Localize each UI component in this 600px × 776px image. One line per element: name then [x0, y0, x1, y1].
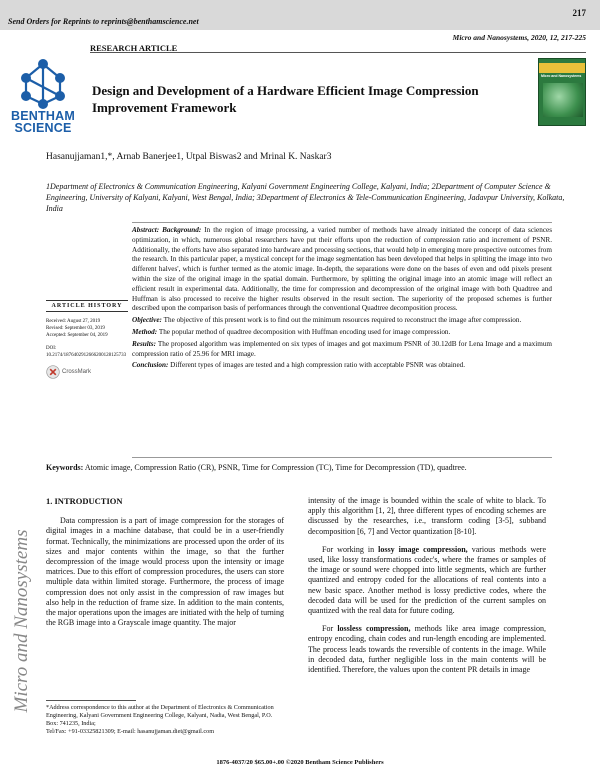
- side-journal-title: [8, 482, 32, 762]
- crossmark-badge[interactable]: [46, 365, 128, 379]
- abstract-bottom-rule: [132, 457, 552, 458]
- doi-link[interactable]: 10.2174/1876402912666200128125733: [46, 353, 127, 358]
- keywords: [46, 463, 554, 474]
- intro-paragraph-1: Data compression is a part of image compression for the storages of digital images in a machine database, that could be in a user-friendly format. Technically, the minimizations are processed upon the order of its sizes and major contents within the image, so that the further decompression of the image would process upon the intensity or image matrices. Due to this effort of compression procedures, the users can store multiple data within limited storage. Furthermore, the process of image compression does not only assist in the compression of raw images but also help in the reduction of frame size. In addition to the main contents, the major operations upon the images are initiated with the help of turning the RGB image into a Grayscale image quantity. The major: [46, 516, 284, 628]
- issn-footer: 1876-4037/20 $65.00+.00 ©2020 Bentham Science Publishers: [216, 759, 384, 766]
- abstract-top-rule: [132, 222, 552, 223]
- left-column: [46, 496, 284, 636]
- crossmark-icon: [46, 365, 60, 379]
- side-journal-title-text: Micro and Nanosystems: [11, 529, 32, 713]
- publisher-logo: [8, 56, 78, 136]
- received-date: Received: August 27, 2019: [46, 319, 101, 324]
- accepted-date: Accepted: September 04, 2019: [46, 333, 108, 338]
- abstract-method: Method: The popular method of quadtree decomposition with Huffman encoding used for image compression.: [132, 327, 451, 336]
- intro-paragraph-2: intensity of the image is bounded within the scale of white to black. To apply this algorithm [1, 2], three different types of encoding schemes are discussed by the researches, i.e., transform coding [3-5], subband decomposition [6, 7] and Vector quantization [8-10].: [308, 496, 546, 536]
- abstract-background: Abstract: Background: In the region of image processing, a varied number of methods have already initiated the concept of data sciences optimization, in which, numerous global researchers have put their efforts upon the reduction of compression ratio and increment of PSNR. Additionally, the efforts have also separated into hardware and processing sections, that would help in emerging more prospective outcomes from the research. In this particular paper, a mystical concept for the image segmentation has been developed that helps in splitting the image into two different halves', which is further termed as the atomic image. In-depth, the separations were done on the bases of even and odd pixels present within the size of the original image in the spatial domain. Furthermore, by splitting the original image into an atomic image will reflect an efficient result in experimental data. Additionally, the time for compression and decompression of the original image with both Quadtree and Huffman is also processed to receive the higher results observed in the result section. The superiority of the proposed schemes is further described upon the comparison basis of performances through the conventional Quadtree decomposition process.: [132, 226, 553, 313]
- section-label: RESEARCH ARTICLE: [90, 43, 178, 53]
- cover-band: [539, 63, 585, 73]
- footnote-rule: [46, 700, 136, 701]
- author-list: Hasanujjaman1,*, Arnab Banerjee1, Utpal Biswas2 and Mrinal K. Naskar3: [46, 152, 332, 162]
- intro-paragraph-3: For working in lossy image compression, various methods were used, like lossy transformations codec's, where the frames or samples of the image or sound were chopped into little segments, which are further quantized and entropy coded for the allocations of real contents into a new basic space. Another method is lossy predictive codes, where the decoded data will be used for the prediction of the current samples on quantized with the real data for future coding.: [308, 544, 547, 616]
- doi-label: DOI:: [46, 346, 57, 351]
- footnote-address: *Address correspondence to this author at the Department of Electronics & Communication Engineering, Kalyani Government Engineering College, Kalyani, Nadia, West Bengal, P.O. Box: 741235, India;: [46, 704, 274, 727]
- journal-reference: [453, 33, 586, 42]
- keywords-text: Atomic image, Compression Ratio (CR), PSNR, Time for Compression (TC), Time for Decompression (TD), quadtree.: [84, 463, 467, 472]
- crossmark-label: CrossMark: [62, 369, 92, 375]
- article-history-heading: ARTICLE HISTORY: [46, 300, 128, 312]
- footnote-contact: Tel/Fax: +91-03325821309; E-mail: hasanujjaman.diet@gmail.com: [46, 728, 215, 735]
- journal-cover: [538, 58, 586, 126]
- right-column: [308, 496, 546, 683]
- article-title: Design and Development of a Hardware Efficient Image Compression Improvement Framework: [92, 83, 479, 115]
- page-number: 217: [572, 8, 586, 18]
- keywords-label: Keywords:: [46, 463, 84, 472]
- cover-image: [543, 83, 583, 117]
- journal-name: Micro and Nanosystems,: [452, 33, 530, 42]
- revised-date: Revised: September 03, 2019: [46, 326, 105, 331]
- abstract: [132, 226, 552, 373]
- reprints-notice: Send Orders for Reprints to reprints@benthamscience.net: [8, 17, 199, 26]
- journal-volume: 12,: [549, 33, 560, 42]
- journal-pages: 217-225: [561, 33, 586, 42]
- header-rule: [90, 52, 586, 53]
- intro-heading: 1. INTRODUCTION: [46, 496, 123, 506]
- correspondence-footnote: [46, 704, 284, 736]
- article-history: [46, 300, 128, 379]
- intro-paragraph-4: For lossless compression, methods like area image compression, entropy encoding, chain codes and run-length encoding are implemented. The process leads towards the reversible of contents in the image. While in decoded data, further negligible loss in the main contents will be identified. Therefore, the values upon the content PR details in image: [308, 624, 546, 675]
- cover-label: Micro and Nanosystems: [541, 74, 582, 78]
- abstract-objective: Objective: The objective of this present work is to find out the minimum resources required to reconstruct the image after compression.: [132, 316, 522, 325]
- logo-line-2: SCIENCE: [14, 121, 72, 135]
- affiliations: 1Department of Electronics & Communication Engineering, Kalyani Government Engineering College, Kalyani, India; 2Department of Computer Science & Engineering, University of Kalyani, Kalyani, West Bengal, India; 3Department of Electronics & Tele-Communication Engineering, Jadavpur University, Kolkata, India: [46, 182, 565, 213]
- abstract-conclusion: Conclusion: Different types of images are tested and a high compression ratio with acceptable PSNR was obtained.: [132, 361, 466, 370]
- journal-year: 2020,: [531, 33, 548, 42]
- logo-line-1: BENTHAM: [11, 109, 75, 123]
- molecule-icon: [8, 56, 78, 110]
- abstract-results: Results: The proposed algorithm was implemented on six types of images and got maximum PSNR of 30.12dB for Lena Image and a maximum compression ratio of 25.96 for MRI image.: [132, 339, 553, 358]
